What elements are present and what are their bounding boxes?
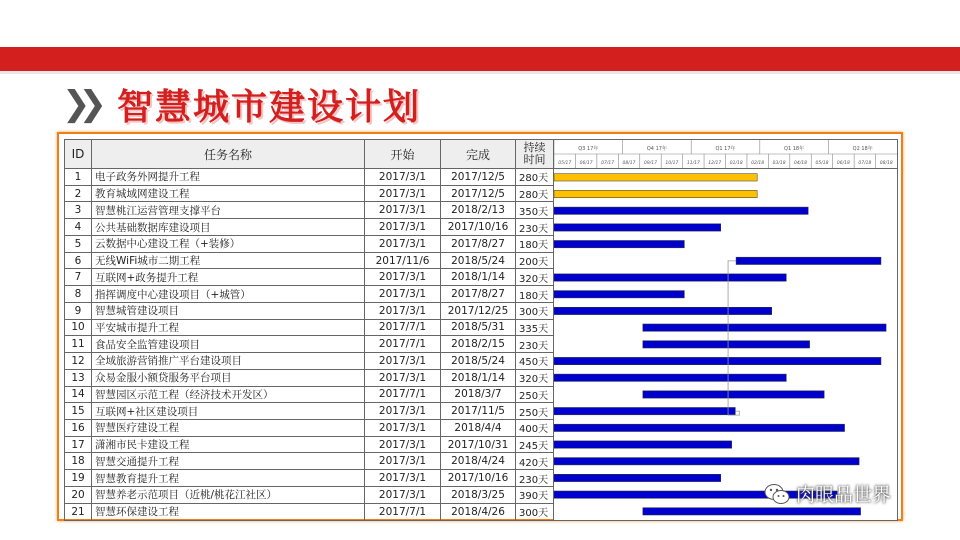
task-duration: 230天 (516, 219, 554, 236)
gantt-frame (57, 132, 903, 521)
task-end: 2017/11/5 (441, 403, 516, 420)
task-name: 云数据中心建设工程（+装修） (92, 235, 365, 252)
gantt-bar (736, 257, 881, 264)
task-name: 食品安全监管建设项目 (92, 336, 365, 353)
task-name: 潇湘市民卡建设工程 (92, 436, 365, 453)
task-end: 2018/5/31 (441, 319, 516, 336)
task-start: 2017/7/1 (365, 336, 441, 353)
task-end: 2018/3/7 (441, 386, 516, 403)
timeline-month-label: 11/17 (686, 161, 700, 166)
task-start: 2017/3/1 (365, 169, 441, 186)
task-start: 2017/3/1 (365, 202, 441, 219)
task-start: 2017/3/1 (365, 269, 441, 286)
task-id: 21 (65, 503, 92, 520)
task-name: 智慧园区示范工程（经济技术开发区） (92, 386, 365, 403)
gantt-bars (554, 169, 897, 520)
task-id: 17 (65, 436, 92, 453)
task-id: 3 (65, 202, 92, 219)
wechat-icon (764, 483, 790, 505)
task-id: 6 (65, 252, 92, 269)
task-duration: 300天 (516, 503, 554, 520)
task-name: 智慧医疗建设工程 (92, 420, 365, 437)
gantt-bar (554, 190, 757, 197)
gantt-bar (554, 374, 786, 381)
timeline-month-label: 05/18 (815, 161, 829, 166)
task-duration: 300天 (516, 302, 554, 319)
task-duration: 180天 (516, 286, 554, 303)
gantt-bar (643, 324, 886, 331)
task-end: 2017/12/5 (441, 185, 516, 202)
header-duration (516, 140, 554, 169)
task-name: 无线WiFi城市二期工程 (92, 252, 365, 269)
timeline-month-label: 05/17 (558, 161, 572, 166)
task-name: 智慧环保建设工程 (92, 503, 365, 520)
task-id: 11 (65, 336, 92, 353)
gantt-bar (554, 307, 772, 314)
timeline-quarter-label: Q1 18年 (784, 146, 805, 152)
task-start: 2017/3/1 (365, 302, 441, 319)
task-name: 智慧桃江运营管理支撑平台 (92, 202, 365, 219)
timeline-month-label: 06/18 (836, 161, 850, 166)
timeline-month-label: 10/17 (665, 161, 679, 166)
timeline-cell (554, 169, 898, 521)
task-id: 2 (65, 185, 92, 202)
task-name: 平安城市提升工程 (92, 319, 365, 336)
task-id: 7 (65, 269, 92, 286)
gantt-bar (554, 357, 881, 364)
task-start: 2017/7/1 (365, 319, 441, 336)
header-band (0, 47, 960, 71)
task-id: 13 (65, 369, 92, 386)
header-start: 开始 (365, 140, 441, 169)
gantt-bar (643, 341, 810, 348)
gantt-bar (554, 174, 757, 181)
timeline-month-label: 03/18 (772, 161, 786, 166)
task-name: 教育城域网建设工程 (92, 185, 365, 202)
task-end: 2017/10/16 (441, 470, 516, 487)
task-name: 指挥调度中心建设项目（+城管） (92, 286, 365, 303)
task-end: 2018/4/26 (441, 503, 516, 520)
table-header-row (65, 140, 898, 169)
task-start: 2017/3/1 (365, 470, 441, 487)
task-start: 2017/11/6 (365, 252, 441, 269)
timeline-month-label: 02/18 (751, 161, 765, 166)
task-end: 2018/5/24 (441, 353, 516, 370)
task-duration: 420天 (516, 453, 554, 470)
gantt-bar (554, 291, 684, 298)
task-id: 8 (65, 286, 92, 303)
task-duration: 180天 (516, 235, 554, 252)
task-id: 16 (65, 420, 92, 437)
task-name: 智慧城管建设项目 (92, 302, 365, 319)
header-end: 完成 (441, 140, 516, 169)
task-duration: 250天 (516, 386, 554, 403)
timeline-month-label: 08/18 (879, 161, 893, 166)
task-name: 电子政务外网提升工程 (92, 169, 365, 186)
timeline-month-label: 01/18 (729, 161, 743, 166)
timeline-month-label: 12/17 (708, 161, 722, 166)
task-duration: 250天 (516, 403, 554, 420)
timeline-month-label: 07/17 (601, 161, 615, 166)
task-end: 2017/8/27 (441, 235, 516, 252)
title-block (62, 80, 421, 128)
task-start: 2017/3/1 (365, 369, 441, 386)
task-duration: 400天 (516, 420, 554, 437)
task-end: 2018/4/4 (441, 420, 516, 437)
task-start: 2017/3/1 (365, 403, 441, 420)
task-end: 2017/8/27 (441, 286, 516, 303)
task-duration: 230天 (516, 336, 554, 353)
task-end: 2018/2/13 (441, 202, 516, 219)
task-end: 2018/1/14 (441, 369, 516, 386)
task-end: 2017/12/5 (441, 169, 516, 186)
gantt-bar (554, 441, 732, 448)
task-name: 互联网+政务提升工程 (92, 269, 365, 286)
task-duration: 320天 (516, 269, 554, 286)
task-duration: 280天 (516, 185, 554, 202)
task-end: 2018/5/24 (441, 252, 516, 269)
gantt-bar (643, 391, 824, 398)
watermark (764, 480, 891, 507)
task-id: 5 (65, 235, 92, 252)
task-duration: 245天 (516, 436, 554, 453)
task-id: 9 (65, 302, 92, 319)
task-duration: 450天 (516, 353, 554, 370)
timeline-month-label: 07/18 (858, 161, 872, 166)
task-id: 18 (65, 453, 92, 470)
double-chevron-icon: ❯❯ (62, 84, 95, 124)
header-name: 任务名称 (92, 140, 365, 169)
task-start: 2017/3/1 (365, 185, 441, 202)
task-id: 1 (65, 169, 92, 186)
task-name: 智慧交通提升工程 (92, 453, 365, 470)
task-start: 2017/3/1 (365, 235, 441, 252)
task-id: 14 (65, 386, 92, 403)
task-end: 2017/10/16 (441, 219, 516, 236)
gantt-bar (554, 424, 845, 431)
task-start: 2017/3/1 (365, 219, 441, 236)
task-start: 2017/3/1 (365, 453, 441, 470)
gantt-table (64, 139, 898, 521)
task-end: 2018/3/25 (441, 486, 516, 503)
timeline-quarter-label: Q3 17年 (578, 146, 599, 152)
task-end: 2018/1/14 (441, 269, 516, 286)
gantt-bar (554, 407, 735, 414)
timeline-quarter-label: Q1 17年 (715, 146, 736, 152)
task-duration: 230天 (516, 470, 554, 487)
gantt-bar (554, 474, 721, 481)
task-start: 2017/3/1 (365, 286, 441, 303)
task-id: 20 (65, 486, 92, 503)
table-row (65, 169, 898, 186)
task-start: 2017/7/1 (365, 503, 441, 520)
timeline-scale (554, 140, 897, 168)
header-band-shadow (0, 71, 960, 74)
header-duration-text: 持续时间 (523, 141, 546, 166)
task-name: 智慧养老示范项目（近桃/桃花江社区） (92, 486, 365, 503)
task-id: 10 (65, 319, 92, 336)
slide-title: 智慧城市建设计划 (116, 86, 421, 128)
gantt-bar (554, 458, 859, 465)
timeline-month-label: 06/17 (579, 161, 593, 166)
timeline-quarter-label: Q4 17年 (646, 146, 667, 152)
task-end: 2017/10/31 (441, 436, 516, 453)
task-end: 2018/2/15 (441, 336, 516, 353)
task-id: 4 (65, 219, 92, 236)
task-start: 2017/3/1 (365, 436, 441, 453)
task-name: 全域旅游营销推广平台建设项目 (92, 353, 365, 370)
task-name: 互联网+社区建设项目 (92, 403, 365, 420)
task-start: 2017/3/1 (365, 353, 441, 370)
gantt-bar (554, 274, 786, 281)
task-name: 智慧教育提升工程 (92, 470, 365, 487)
task-start: 2017/7/1 (365, 386, 441, 403)
timeline-month-label: 09/17 (643, 161, 657, 166)
task-name: 众易金服小额贷服务平台项目 (92, 369, 365, 386)
task-duration: 335天 (516, 319, 554, 336)
timeline-month-label: 04/18 (794, 161, 808, 166)
task-start: 2017/3/1 (365, 420, 441, 437)
gantt-bar (554, 207, 808, 214)
task-duration: 280天 (516, 169, 554, 186)
task-duration: 320天 (516, 369, 554, 386)
header-id: ID (65, 140, 92, 169)
task-id: 15 (65, 403, 92, 420)
task-end: 2017/12/25 (441, 302, 516, 319)
task-id: 12 (65, 353, 92, 370)
timeline-header (554, 140, 898, 169)
task-start: 2017/3/1 (365, 486, 441, 503)
task-duration: 350天 (516, 202, 554, 219)
task-id: 19 (65, 470, 92, 487)
watermark-text: 肉眼品世界 (796, 484, 892, 506)
gantt-bar (554, 240, 684, 247)
task-name: 公共基础数据库建设项目 (92, 219, 365, 236)
timeline-month-label: 08/17 (622, 161, 636, 166)
timeline-quarter-label: Q2 18年 (852, 146, 873, 152)
task-end: 2018/4/24 (441, 453, 516, 470)
gantt-bar (554, 224, 721, 231)
task-duration: 200天 (516, 252, 554, 269)
task-duration: 390天 (516, 486, 554, 503)
gantt-bar (643, 508, 861, 515)
